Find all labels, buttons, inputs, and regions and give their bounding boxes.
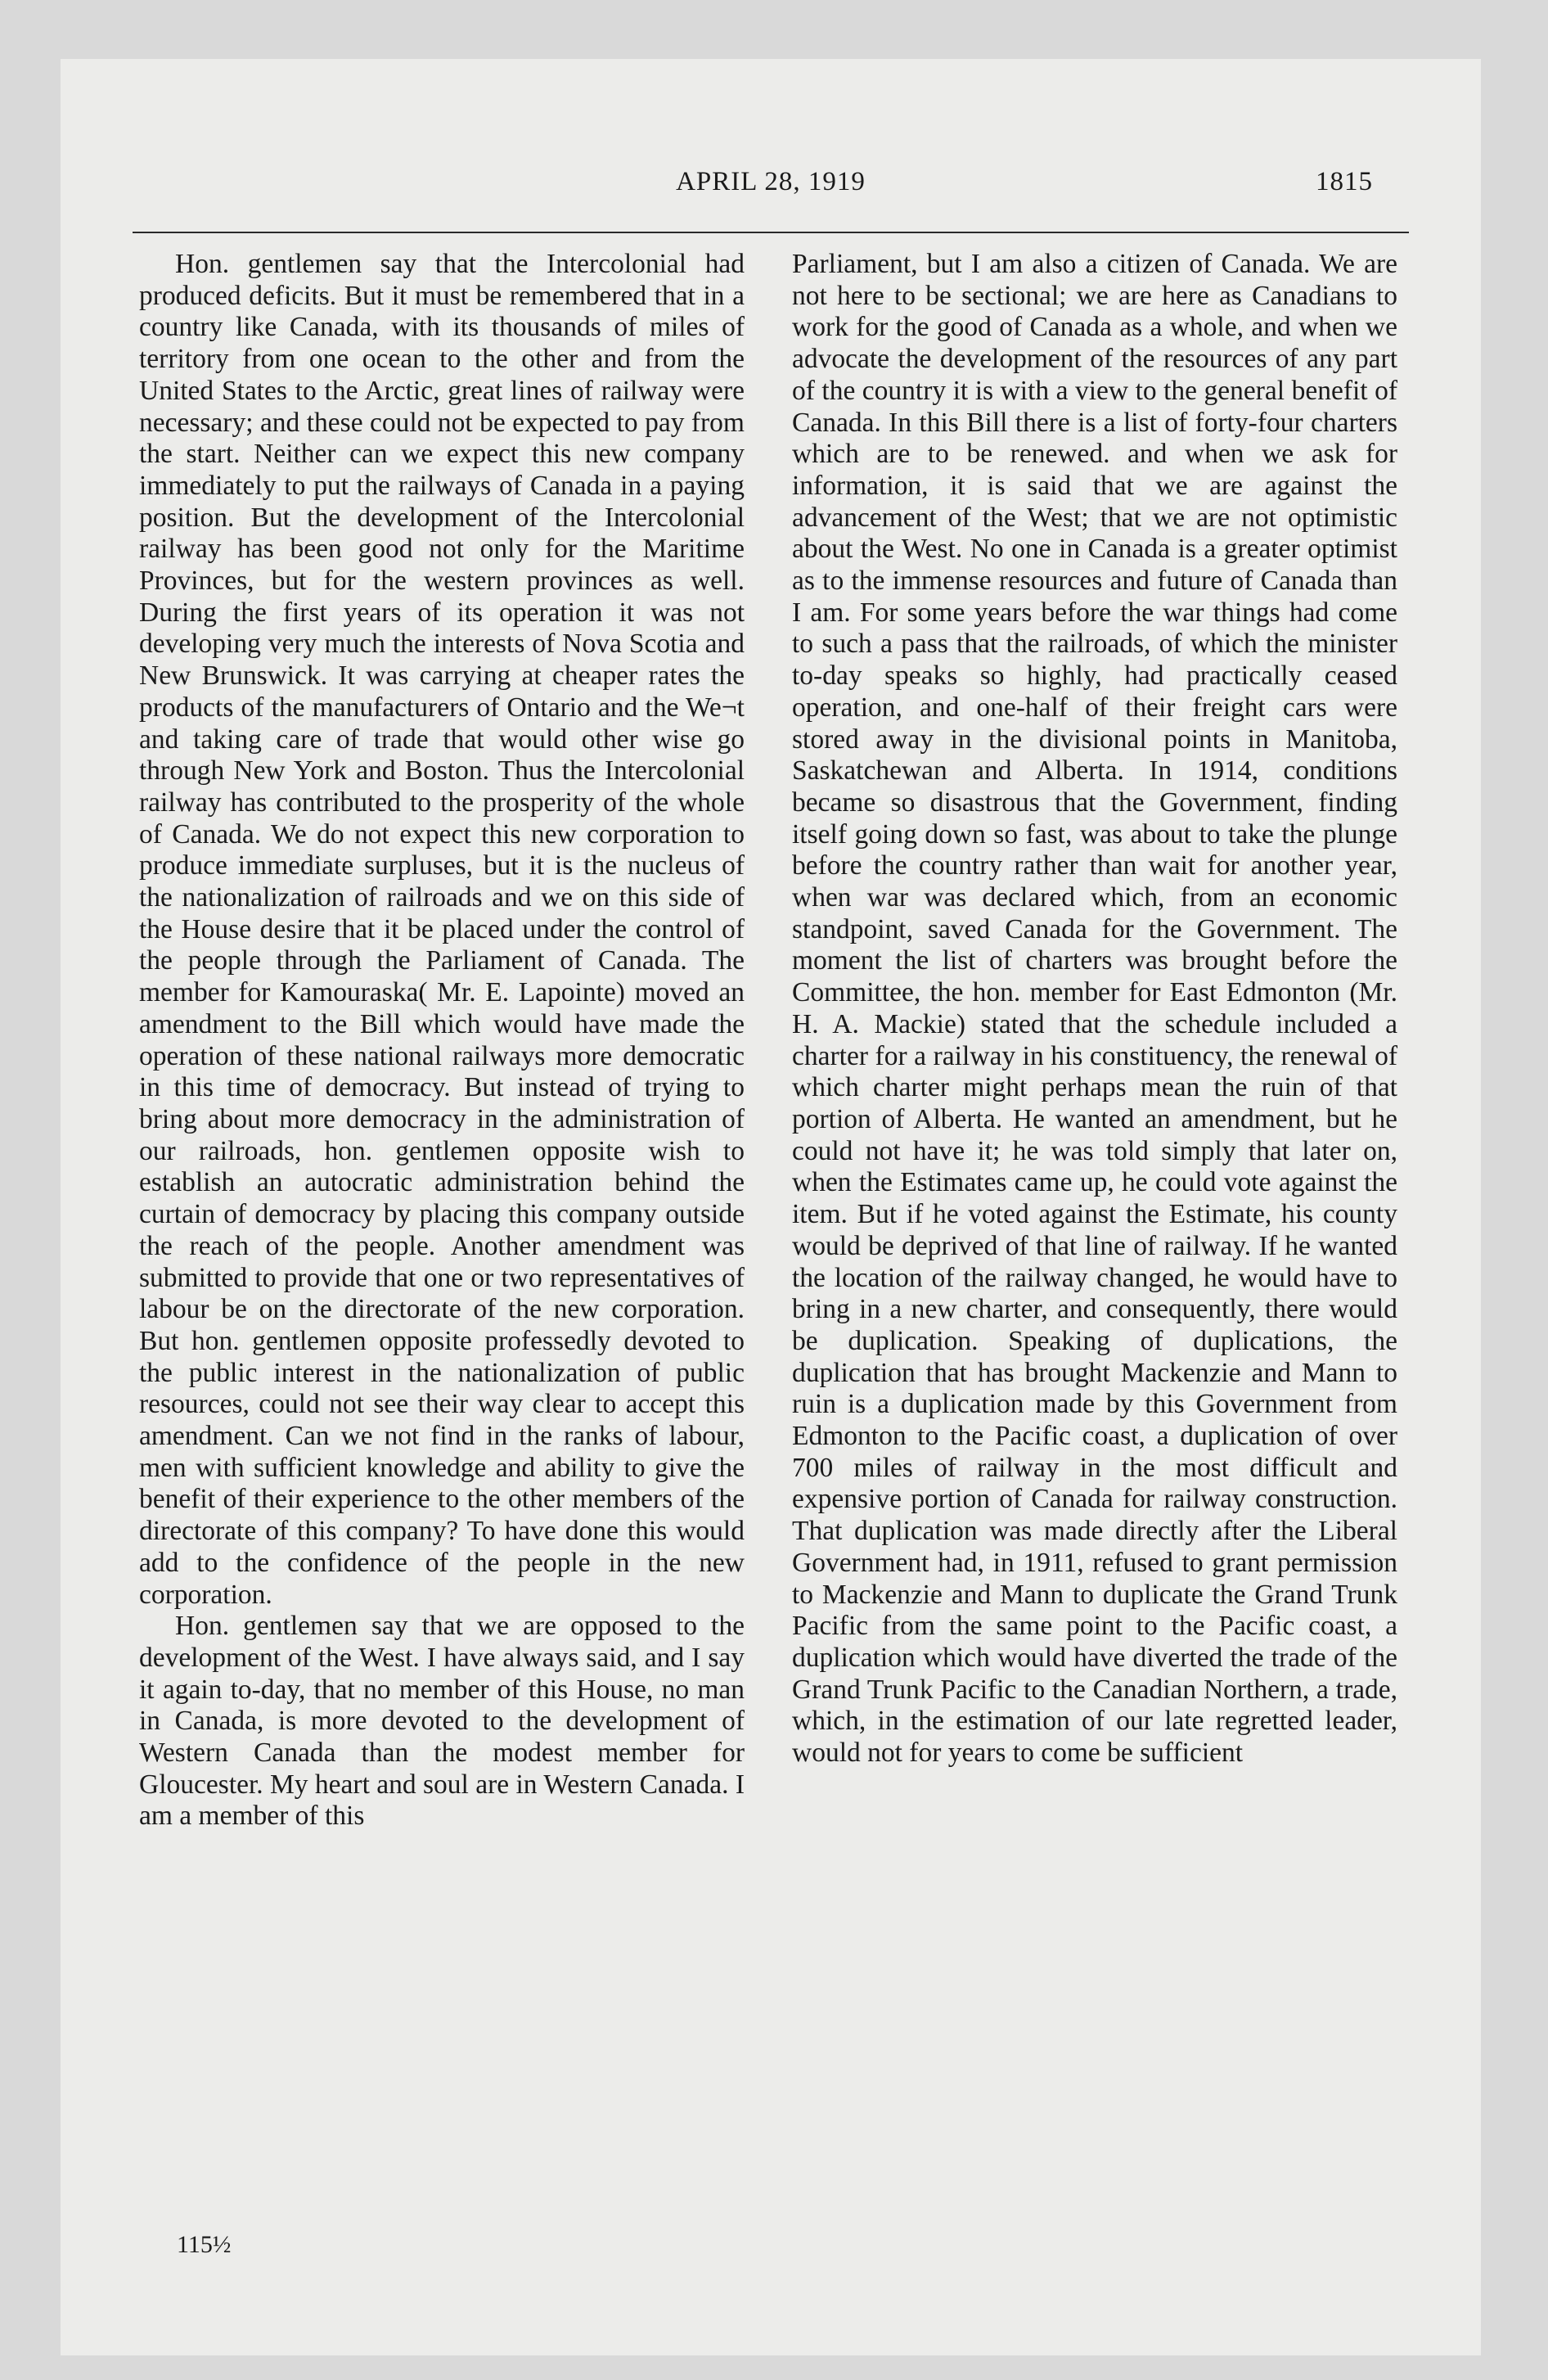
header-date: APRIL 28, 1919: [676, 167, 866, 196]
page-header: [61, 167, 1481, 200]
document-page: [61, 59, 1481, 2355]
left-column: [139, 249, 745, 1832]
paragraph: Parliament, but I am also a citizen of Canada. We are not here to be sectional; we are here as Canadians to work for the good of Canada as a whole, and when we advocate the development of the resources of any part of the country it is with a view to the general benefit of Canada. In this Bill there is a list of forty-four charters which are to be renewed. and when we ask for information, it is said that we are against the advancement of the West; that we are not optimistic about the West. No one in Canada is a greater optimist as to the immense resources and future of Canada than I am. For some years before the war things had come to such a pass that the railroads, of which the minister to-day speaks so highly, had practically ceased operation, and one-half of their freight cars were stored away in the divisional points in Manitoba, Saskatchewan and Alberta. In 1914, conditions became so disastrous that the Government, finding itself going down so fast, was about to take the plunge before the country rather than wait for another year, when war was declared which, from an economic standpoint, saved Canada for the Government. The moment the list of charters was brought before the Committee, the hon. member for East Edmonton (Mr. H. A. Mackie) stated that the schedule included a charter for a railway in his constituency, the renewal of which charter might perhaps mean the ruin of that portion of Alberta. He wanted an amendment, but he could not have it; he was told simply that later on, when the Estimates came up, he could vote against the item. But if he voted against the Estimate, his county would be deprived of that line of railway. If he wanted the location of the railway changed, he would have to bring in a new charter, and consequently, there would be duplication. Speaking of duplications, the duplication that has brought Mackenzie and Mann to ruin is a duplication made by this Government from Edmonton to the Pacific coast, a duplication of over 700 miles of railway in the most difficult and expensive portion of Canada for railway construction. That duplication was made directly after the Liberal Government had, in 1911, refused to grant permission to Mackenzie and Mann to duplicate the Grand Trunk Pacific from the same point to the Pacific coast, a duplication which would have diverted the trade of the Grand Trunk Pacific to the Canadian Northern, a trade, which, in the estimation of our late regretted leader, would not for years to come be sufficient: [792, 249, 1397, 1769]
signature-mark: 115½: [177, 2231, 232, 2258]
right-column: [792, 249, 1397, 1769]
header-rule: [133, 232, 1409, 233]
paragraph: Hon. gentlemen say that the Intercolonial had produced deficits. But it must be remembered that in a country like Canada, with its thousands of miles of territory from one ocean to the other and from the United States to the Arctic, great lines of railway were necessary; and these could not be expected to pay from the start. Neither can we expect this new company immediately to put the railways of Canada in a paying position. But the development of the Intercolonial railway has been good not only for the Maritime Provinces, but for the western provinces as well. During the first years of its operation it was not developing very much the interests of Nova Scotia and New Brunswick. It was carrying at cheaper rates the products of the manufacturers of Ontario and the We¬t and taking care of trade that would other wise go through New York and Boston. Thus the Intercolonial railway has contributed to the prosperity of the whole of Canada. We do not expect this new corporation to produce immediate surpluses, but it is the nucleus of the nationalization of railroads and we on this side of the House desire that it be placed under the control of the people through the Parliament of Canada. The member for Kamouraska( Mr. E. Lapointe) moved an amendment to the Bill which would have made the operation of these national railways more democratic in this time of democracy. But instead of trying to bring about more democracy in the administration of our railroads, hon. gentlemen opposite wish to establish an autocratic administration behind the curtain of democracy by placing this company outside the reach of the people. Another amendment was submitted to provide that one or two representatives of labour be on the directorate of the new corporation. But hon. gentlemen opposite professedly devoted to the public interest in the nationalization of public resources, could not see their way clear to accept this amendment. Can we not find in the ranks of labour, men with sufficient knowledge and ability to give the benefit of their experience to the other members of the directorate of this company? To have done this would add to the confidence of the people in the new corporation.: [139, 249, 745, 1610]
page-number: 1815: [1316, 167, 1373, 196]
paragraph: Hon. gentlemen say that we are opposed to the development of the West. I have always said, and I say it again to-day, that no member of this House, no man in Canada, is more devoted to the development of Western Canada than the modest member for Gloucester. My heart and soul are in Western Canada. I am a member of this: [139, 1611, 745, 1832]
